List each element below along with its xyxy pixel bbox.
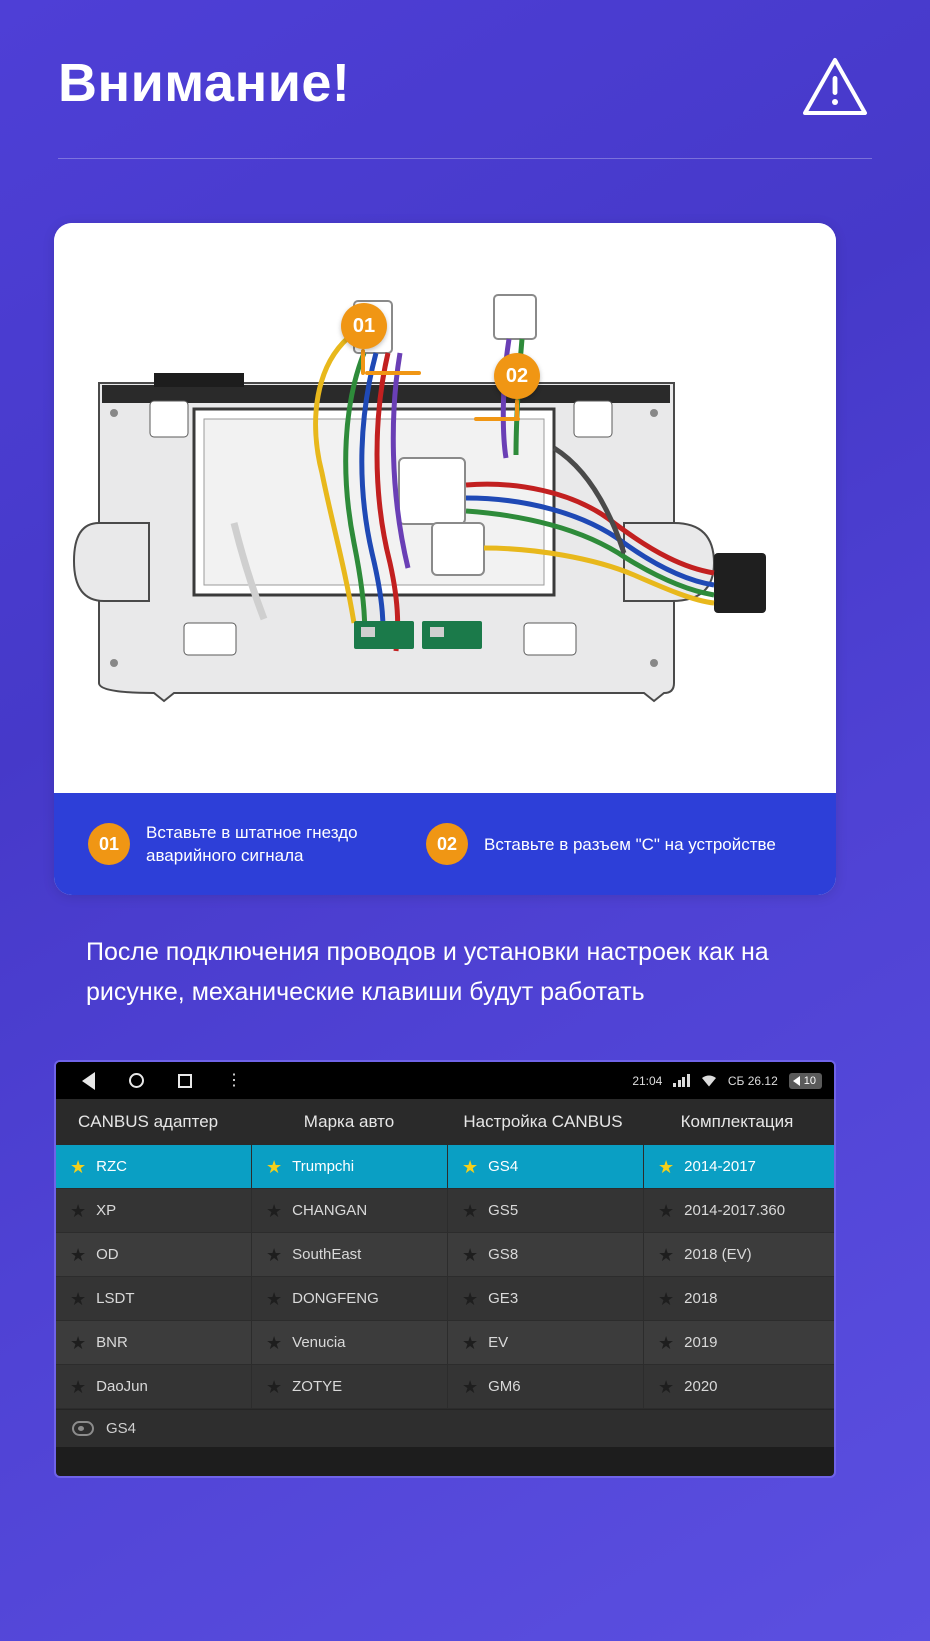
cell-label: GS4 <box>488 1158 519 1175</box>
star-icon: ★ <box>266 1244 283 1265</box>
cell-label: Venucia <box>292 1334 346 1351</box>
star-icon: ★ <box>266 1332 283 1353</box>
cell-model[interactable] <box>448 1365 644 1409</box>
star-icon: ★ <box>266 1200 283 1221</box>
android-status-bar <box>56 1062 834 1099</box>
legend-item-02 <box>392 823 836 865</box>
cell-adapter[interactable] <box>56 1277 252 1321</box>
legend-badge-01: 01 <box>88 823 130 865</box>
cell-adapter[interactable] <box>56 1365 252 1409</box>
star-icon: ★ <box>462 1200 479 1221</box>
star-icon: ★ <box>658 1288 675 1309</box>
star-icon: ★ <box>658 1376 675 1397</box>
cell-adapter[interactable] <box>56 1321 252 1365</box>
cell-model[interactable] <box>448 1321 644 1365</box>
cell-label: 2018 <box>684 1290 718 1307</box>
table-row[interactable] <box>56 1233 834 1277</box>
cell-year[interactable] <box>644 1365 836 1409</box>
cell-label: DaoJun <box>96 1378 148 1395</box>
table-row[interactable] <box>56 1365 834 1409</box>
star-icon: ★ <box>266 1376 283 1397</box>
volume-level: 10 <box>803 1074 816 1087</box>
wiring-photo <box>54 223 836 793</box>
cell-label: GE3 <box>488 1290 519 1307</box>
cell-brand[interactable] <box>252 1365 448 1409</box>
star-icon: ★ <box>462 1244 479 1265</box>
star-icon: ★ <box>462 1332 479 1353</box>
volume-icon[interactable] <box>789 1073 822 1089</box>
status-indicators <box>632 1062 822 1099</box>
cell-label: ZOTYE <box>292 1378 343 1395</box>
tab-canbus-settings[interactable]: Настройка CANBUS <box>463 1112 623 1131</box>
cell-label: 2018 (EV) <box>684 1246 752 1263</box>
warning-triangle-icon <box>802 56 868 118</box>
cell-label: LSDT <box>96 1290 135 1307</box>
legend-badge-02: 02 <box>426 823 468 865</box>
cell-brand[interactable] <box>252 1145 448 1189</box>
android-nav-bar[interactable] <box>56 1072 242 1090</box>
cell-brand[interactable] <box>252 1321 448 1365</box>
star-icon: ★ <box>70 1332 87 1353</box>
legend-text-01: Вставьте в штатное гнездо аварийного сигнала <box>146 823 358 865</box>
star-icon: ★ <box>70 1156 87 1177</box>
cell-label: RZC <box>96 1158 127 1175</box>
cell-model[interactable] <box>448 1233 644 1277</box>
tab-car-brand[interactable]: Марка авто <box>303 1112 395 1131</box>
recent-apps-icon[interactable] <box>178 1074 192 1088</box>
star-icon: ★ <box>462 1288 479 1309</box>
cell-label: DONGFENG <box>292 1290 379 1307</box>
cell-adapter[interactable] <box>56 1189 252 1233</box>
star-icon: ★ <box>70 1288 87 1309</box>
cell-label: GM6 <box>488 1378 521 1395</box>
status-date: СБ 26.12 <box>727 1073 778 1088</box>
callout-badge-02: 02 <box>494 353 540 399</box>
star-icon: ★ <box>462 1376 479 1397</box>
illustration-card <box>54 223 836 895</box>
page-header <box>0 0 930 165</box>
cell-brand[interactable] <box>252 1277 448 1321</box>
cell-label: 2019 <box>684 1334 718 1351</box>
instruction-paragraph: После подключения проводов и установки настроек как на рисунке, механические клавиши будут работать <box>86 938 769 1006</box>
star-icon: ★ <box>658 1156 675 1177</box>
cell-year[interactable] <box>644 1145 836 1189</box>
tab-equipment[interactable]: Комплектация <box>680 1112 794 1131</box>
star-icon: ★ <box>70 1200 87 1221</box>
star-icon: ★ <box>462 1156 479 1177</box>
table-row[interactable] <box>56 1189 834 1233</box>
legend-item-01 <box>54 821 392 867</box>
legend-bar <box>54 793 836 895</box>
cell-label: GS5 <box>488 1202 519 1219</box>
cell-label: 2014-2017 <box>684 1158 756 1175</box>
speaker-glyph <box>793 1076 800 1086</box>
device-footer-bar <box>56 1409 834 1447</box>
cell-label: Trumpchi <box>292 1158 355 1175</box>
overflow-menu-icon[interactable]: ⋮ <box>226 1071 242 1089</box>
star-icon: ★ <box>658 1244 675 1265</box>
tab-canbus-adapter[interactable]: CANBUS адаптер <box>78 1112 219 1131</box>
callout-leader-1b <box>365 371 421 375</box>
star-icon: ★ <box>266 1156 283 1177</box>
star-icon: ★ <box>658 1200 675 1221</box>
cell-year[interactable] <box>644 1189 836 1233</box>
cell-model[interactable] <box>448 1277 644 1321</box>
cell-label: CHANGAN <box>292 1202 368 1219</box>
device-screenshot <box>54 1060 836 1478</box>
signal-icon <box>673 1074 690 1087</box>
star-icon: ★ <box>658 1332 675 1353</box>
selection-grid <box>56 1145 834 1409</box>
cell-model[interactable] <box>448 1145 644 1189</box>
cell-label: 2014-2017.360 <box>684 1202 786 1219</box>
cell-label: EV <box>488 1334 509 1351</box>
page-title: Внимание! <box>58 53 351 113</box>
home-icon[interactable] <box>129 1073 144 1088</box>
legend-text-02: Вставьте в разъем "C" на устройстве <box>484 834 776 854</box>
cell-label: XP <box>96 1202 117 1219</box>
callout-badge-01: 01 <box>341 303 387 349</box>
status-time: 21:04 <box>632 1073 663 1088</box>
cell-model[interactable] <box>448 1189 644 1233</box>
table-row[interactable] <box>56 1321 834 1365</box>
car-icon <box>72 1421 94 1436</box>
back-icon[interactable] <box>82 1072 95 1090</box>
cell-year[interactable] <box>644 1233 836 1277</box>
cell-adapter[interactable] <box>56 1233 252 1277</box>
header-divider <box>58 158 872 159</box>
cell-year[interactable] <box>644 1321 836 1365</box>
callout-leader-2b <box>474 417 520 421</box>
cell-brand[interactable] <box>252 1233 448 1277</box>
star-icon: ★ <box>70 1376 87 1397</box>
table-row[interactable] <box>56 1277 834 1321</box>
table-row[interactable] <box>56 1145 834 1189</box>
cell-label: BNR <box>96 1334 128 1351</box>
star-icon: ★ <box>266 1288 283 1309</box>
wiring-diagram-graphic <box>54 223 836 793</box>
cell-adapter[interactable] <box>56 1145 252 1189</box>
cell-year[interactable] <box>644 1277 836 1321</box>
cell-label: GS8 <box>488 1246 519 1263</box>
cell-label: 2020 <box>684 1378 718 1395</box>
cell-label: OD <box>96 1246 119 1263</box>
cell-label: SouthEast <box>292 1246 362 1263</box>
star-icon: ★ <box>70 1244 87 1265</box>
tab-bar <box>56 1099 834 1145</box>
wifi-icon <box>701 1074 717 1087</box>
cell-brand[interactable] <box>252 1189 448 1233</box>
footer-selected-model: GS4 <box>106 1420 137 1437</box>
